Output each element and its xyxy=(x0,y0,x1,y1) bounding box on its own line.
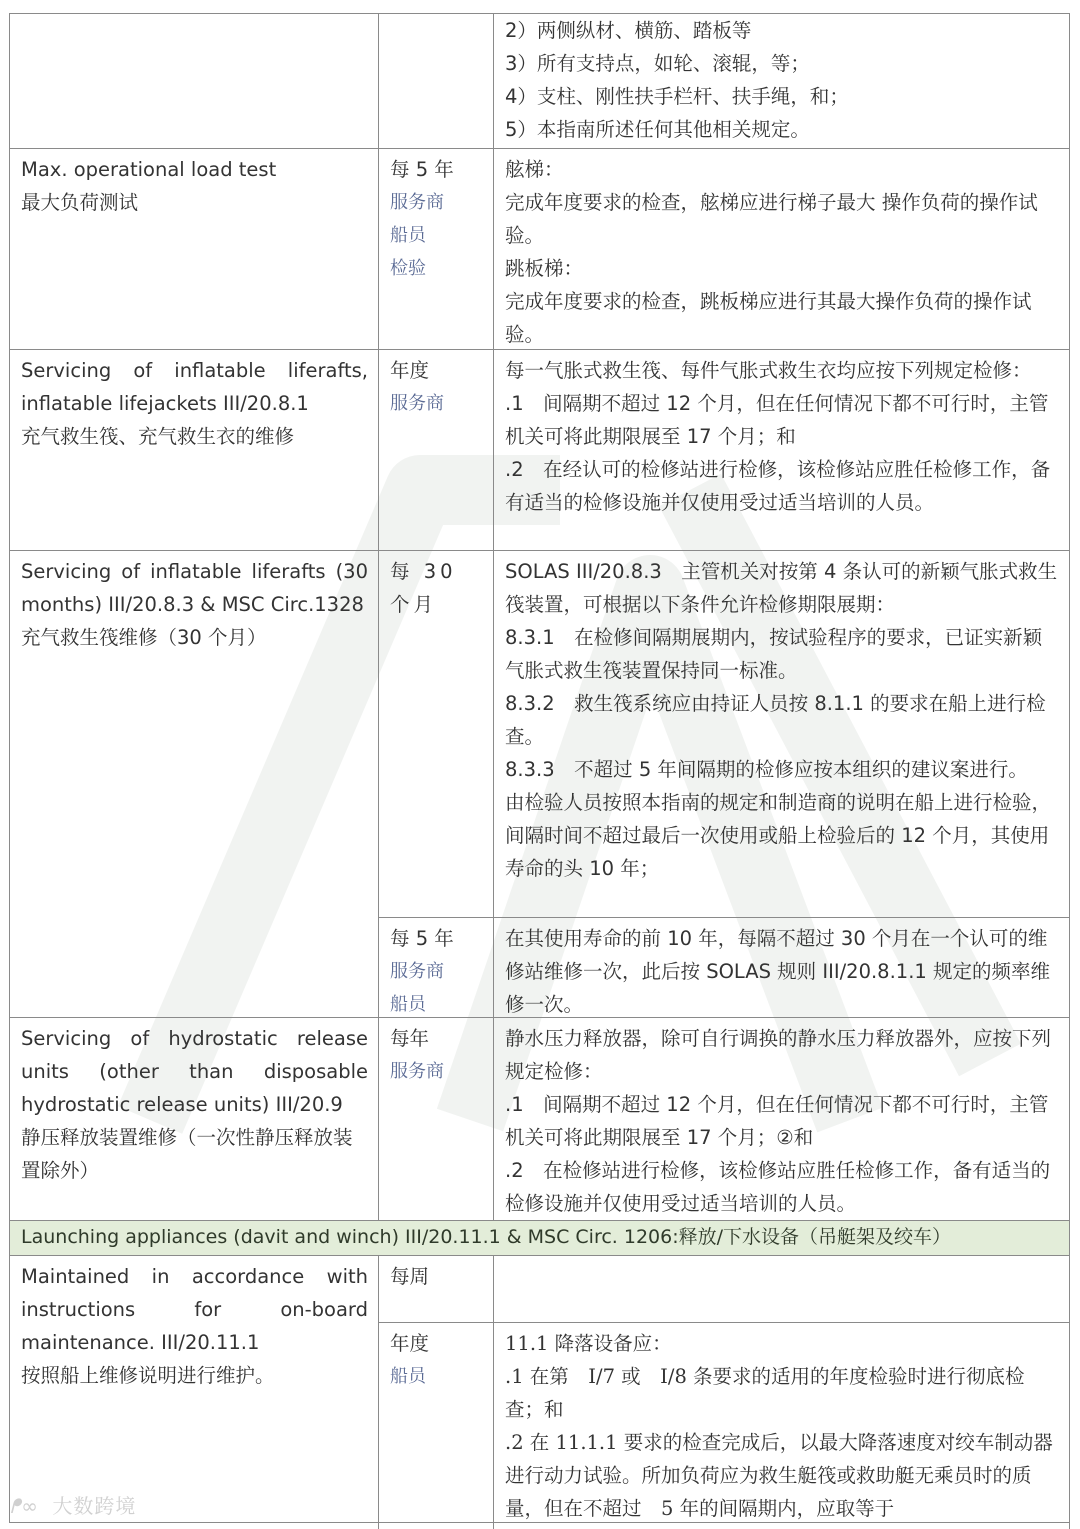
item-title-zh: 最大负荷测试 xyxy=(21,191,139,214)
item-title-zh: 充气救生筏维修（30 个月） xyxy=(21,626,267,649)
details-cell xyxy=(493,918,1070,1025)
frequency-details-group xyxy=(378,551,1070,1017)
details-cell xyxy=(493,1256,1070,1322)
item-cell xyxy=(9,14,378,148)
frequency-cell xyxy=(378,149,493,349)
logo-icon: ᖰ∞ xyxy=(10,1494,39,1518)
detail-line: 静水压力释放器，除可自行调换的静水压力释放器外，应按下列规定检修： xyxy=(505,1027,1052,1083)
responsible-role: 检验 xyxy=(390,258,426,279)
details-cell xyxy=(493,14,1070,148)
frequency-label: 每 30 个月 xyxy=(390,560,457,616)
table-row xyxy=(9,550,1070,1017)
item-cell xyxy=(9,1256,378,1522)
detail-line: 在其使用寿命的前 10 年，每隔不超过 30 个月在一个认可的维修站维修一次，此后按 SOLAS 规则 III/20.8.1.1 规定的频率维修一次。 xyxy=(505,927,1051,1016)
section-title: Launching appliances (davit and winch) III/20.11.1 & MSC Circ. 1206:释放/下水设备（吊艇架及绞车） xyxy=(9,1221,1070,1255)
table-row xyxy=(9,1255,1070,1523)
frequency-details-group xyxy=(378,1256,1070,1522)
detail-line: 舷梯： xyxy=(505,158,564,181)
item-cell xyxy=(9,551,378,1017)
detail-line: .2 在经认可的检修站进行检修，该检修站应胜任检修工作，备有适当的检修设施并仅使用受过适当培训的人员。 xyxy=(505,458,1051,514)
detail-line: SOLAS III/20.8.3 主管机关对按第 4 条认可的新颖气胀式救生筏装置，可根据以下条件允许检修期限展期： xyxy=(505,560,1058,616)
table-row xyxy=(9,349,1070,550)
detail-line: 跳板梯： xyxy=(505,257,584,280)
detail-line: 8.3.1 在检修间隔期展期内，按试验程序的要求，已证实新颖气胀式救生筏装置保持同一标准。 xyxy=(505,626,1043,682)
frequency-label: 每 5 年 xyxy=(390,927,454,950)
detail-line: 2）两侧纵材、横筋、踏板等 xyxy=(505,19,752,42)
frequency-label: 每周 xyxy=(390,1265,430,1288)
responsible-role: 服务商 xyxy=(390,961,444,982)
table-row xyxy=(9,13,1070,148)
item-title-en: Servicing of inflatable liferafts (30 months) III/20.8.3 & MSC Circ.1328 xyxy=(21,560,368,616)
maintenance-table xyxy=(9,13,1070,1523)
item-title-en: Max. operational load test xyxy=(21,158,277,181)
item-title-zh: 静压释放装置维修（一次性静压释放装置除外） xyxy=(21,1126,353,1182)
frequency-cell xyxy=(378,918,493,1025)
logo-text: 大数跨境 xyxy=(52,1494,137,1518)
detail-line: .1 在第 I/7 或 I/8 条要求的适用的年度检验时进行彻底检查；和 xyxy=(505,1365,1025,1421)
frequency-cell xyxy=(378,350,493,550)
detail-line: 3）所有支持点，如轮、滚辊，等； xyxy=(505,52,810,75)
table-row xyxy=(9,1017,1070,1220)
detail-line: 11.1 降落设备应： xyxy=(505,1332,672,1355)
responsible-role: 船员 xyxy=(390,225,426,246)
details-cell xyxy=(493,1018,1070,1220)
detail-line: .1 间隔期不超过 12 个月，但在任何情况下都不可行时，主管机关可将此期限展至 17 个月；和 xyxy=(505,392,1049,448)
item-cell xyxy=(9,149,378,349)
frequency-cell xyxy=(378,14,493,148)
detail-line: 由检验人员按照本指南的规定和制造商的说明在船上进行检验，间隔时间不超过最后一次使用或船上检验后的 12 个月，其使用寿命的头 10 年； xyxy=(505,791,1052,880)
responsible-role: 服务商 xyxy=(390,393,444,414)
frequency-cell xyxy=(378,1256,493,1322)
detail-line: 完成年度要求的检查，舷梯应进行梯子最大 操作负荷的操作试验。 xyxy=(505,191,1038,247)
frequency-cell xyxy=(378,1018,493,1220)
frequency-label: 年度 xyxy=(390,359,430,382)
item-cell xyxy=(9,350,378,550)
item-title-en: Servicing of hydrostatic release units (other than disposable hydrostatic release units) III/20.9 xyxy=(21,1027,368,1116)
item-title-zh: 充气救生筏、充气救生衣的维修 xyxy=(21,425,295,448)
frequency-label: 每年 xyxy=(390,1027,430,1050)
table-row xyxy=(9,148,1070,349)
details-cell xyxy=(493,551,1070,917)
frequency-label: 每 5 年 xyxy=(390,158,454,181)
responsible-role: 船员 xyxy=(390,1366,426,1387)
detail-line: 每一气胀式救生筏、每件气胀式救生衣均应按下列规定检修： xyxy=(505,359,1032,382)
details-cell xyxy=(493,1323,1070,1529)
detail-line: .2 在 11.1.1 要求的检查完成后，以最大降落速度对绞车制动器进行动力试验。所加负荷应为救生艇筏或救助艇无乘员时的质量，但在不超过 5 年的间隔期内，应取等于 xyxy=(505,1431,1053,1520)
details-cell xyxy=(493,149,1070,349)
detail-line: 5）本指南所述任何其他相关规定。 xyxy=(505,118,810,141)
section-header-row xyxy=(9,1220,1070,1255)
item-cell xyxy=(9,1018,378,1220)
detail-line: 4）支柱、刚性扶手栏杆、扶手绳，和； xyxy=(505,85,849,108)
frequency-cell xyxy=(378,1323,493,1529)
responsible-role: 服务商 xyxy=(390,192,444,213)
item-title-zh: 按照船上维修说明进行维护。 xyxy=(21,1364,275,1387)
detail-line: 8.3.3 不超过 5 年间隔期的检修应按本组织的建议案进行。 xyxy=(505,758,1028,781)
item-title-en: Servicing of inflatable liferafts, inflatable lifejackets III/20.8.1 xyxy=(21,359,368,415)
responsible-role: 船员 xyxy=(390,994,426,1015)
detail-line: 完成年度要求的检查，跳板梯应进行其最大操作负荷的操作试验。 xyxy=(505,290,1032,346)
source-logo xyxy=(10,1490,136,1519)
detail-line: .2 在检修站进行检修，该检修站应胜任检修工作，备有适当的检修设施并仅使用受过适当培训的人员。 xyxy=(505,1159,1051,1215)
details-cell xyxy=(493,350,1070,550)
detail-line: 8.3.2 救生筏系统应由持证人员按 8.1.1 的要求在船上进行检查。 xyxy=(505,692,1046,748)
frequency-cell xyxy=(378,551,493,917)
responsible-role: 服务商 xyxy=(390,1061,444,1082)
detail-line: .1 间隔期不超过 12 个月，但在任何情况下都不可行时，主管机关可将此期限展至 17 个月；②和 xyxy=(505,1093,1049,1149)
item-title-en: Maintained in accordance with instructions for on-board maintenance. III/20.11.1 xyxy=(21,1265,368,1354)
frequency-label: 年度 xyxy=(390,1332,430,1355)
